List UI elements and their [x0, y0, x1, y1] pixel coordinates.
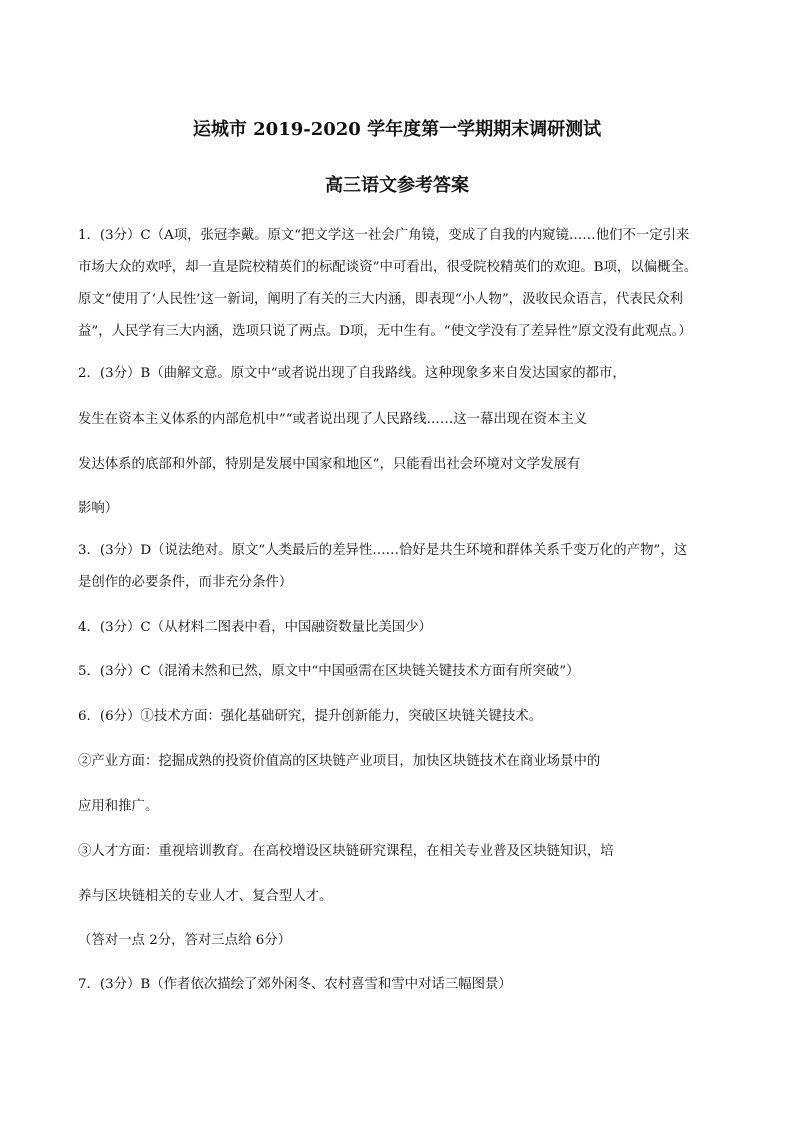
answer-7-line-1: 7．(3分）B（作者依次描绘了郊外闲冬、农村喜雪和雪中对话三幅图景）: [78, 977, 512, 992]
answer-3-line-2: 是创作的必要条件，而非充分条件）: [78, 575, 293, 590]
answer-1-line-4: 益”，人民学有三大内涵，选项只说了两点。D项，无中生有。“使文学没有了差异性”原文没有此观点。）: [78, 324, 692, 339]
answer-2-line-1: 2．(3分）B（曲解文意。原文中“或者说出现了自我路线。这种现象多来自发达国家的都市，: [78, 366, 626, 381]
answer-1-line-3: 原文“使用了‘人民性’这一新词，阐明了有关的三大内涵，即表现“小人物”，汲收民众语言，代表民众利: [78, 292, 683, 307]
answer-1-line-2: 市场大众的欢呼，却一直是院校精英们的标配谈资”中可看出，很受院校精英们的欢迎。B项，以偏概全。: [78, 260, 698, 275]
answer-6-line-2: ②产业方面：挖掘成熟的投资价值高的区块链产业项目，加快区块链技术在商业场景中的: [78, 754, 601, 769]
answer-4-line-1: 4．(3分）C（从材料二图表中看，中国融资数量比美国少）: [78, 620, 432, 635]
answer-6-line-1: 6．(6分）①技术方面：强化基础研究，提升创新能力，突破区块链关键技术。: [78, 709, 543, 724]
answer-2-line-2: 发生在资本主义体系的内部危机中”“或者说出现了人民路线……这一幕出现在资本主义: [78, 412, 588, 427]
document-subtitle: 高三语文参考答案: [325, 175, 469, 196]
answer-2-line-3: 发达体系的底部和外部，特别是发展中国家和地区”，只能看出社会环境对文学发展有: [78, 457, 581, 472]
answer-2-line-4: 影响）: [78, 501, 119, 516]
answer-1-line-1: 1．(3分）C（A项，张冠李戴。原文“把文学这一社会广角镜，变成了自我的内窥镜……他们不一定引来: [78, 228, 690, 243]
answer-5-line-1: 5．(3分）C（混淆未然和已然，原文中“中国亟需在区块链关键技术方面有所突破”）: [78, 664, 580, 679]
answer-6-line-5: 养与区块链相关的专业人才、复合型人才。: [78, 889, 333, 904]
answer-6-line-6: （答对一点 2分，答对三点给 6分）: [78, 933, 292, 948]
answer-3-line-1: 3．(3分）D（说法绝对。原文“人类最后的差异性……恰好是共生环境和群体关系千变万化的产物”，这: [78, 543, 688, 558]
answer-6-line-4: ③人才方面：重视培训教育。在高校增设区块链研究课程，在相关专业普及区块链知识，培: [78, 844, 614, 859]
answer-6-line-3: 应用和推广。: [78, 799, 159, 814]
document-title: 运城市 2019-2020 学年度第一学期期末调研测试: [192, 119, 602, 140]
